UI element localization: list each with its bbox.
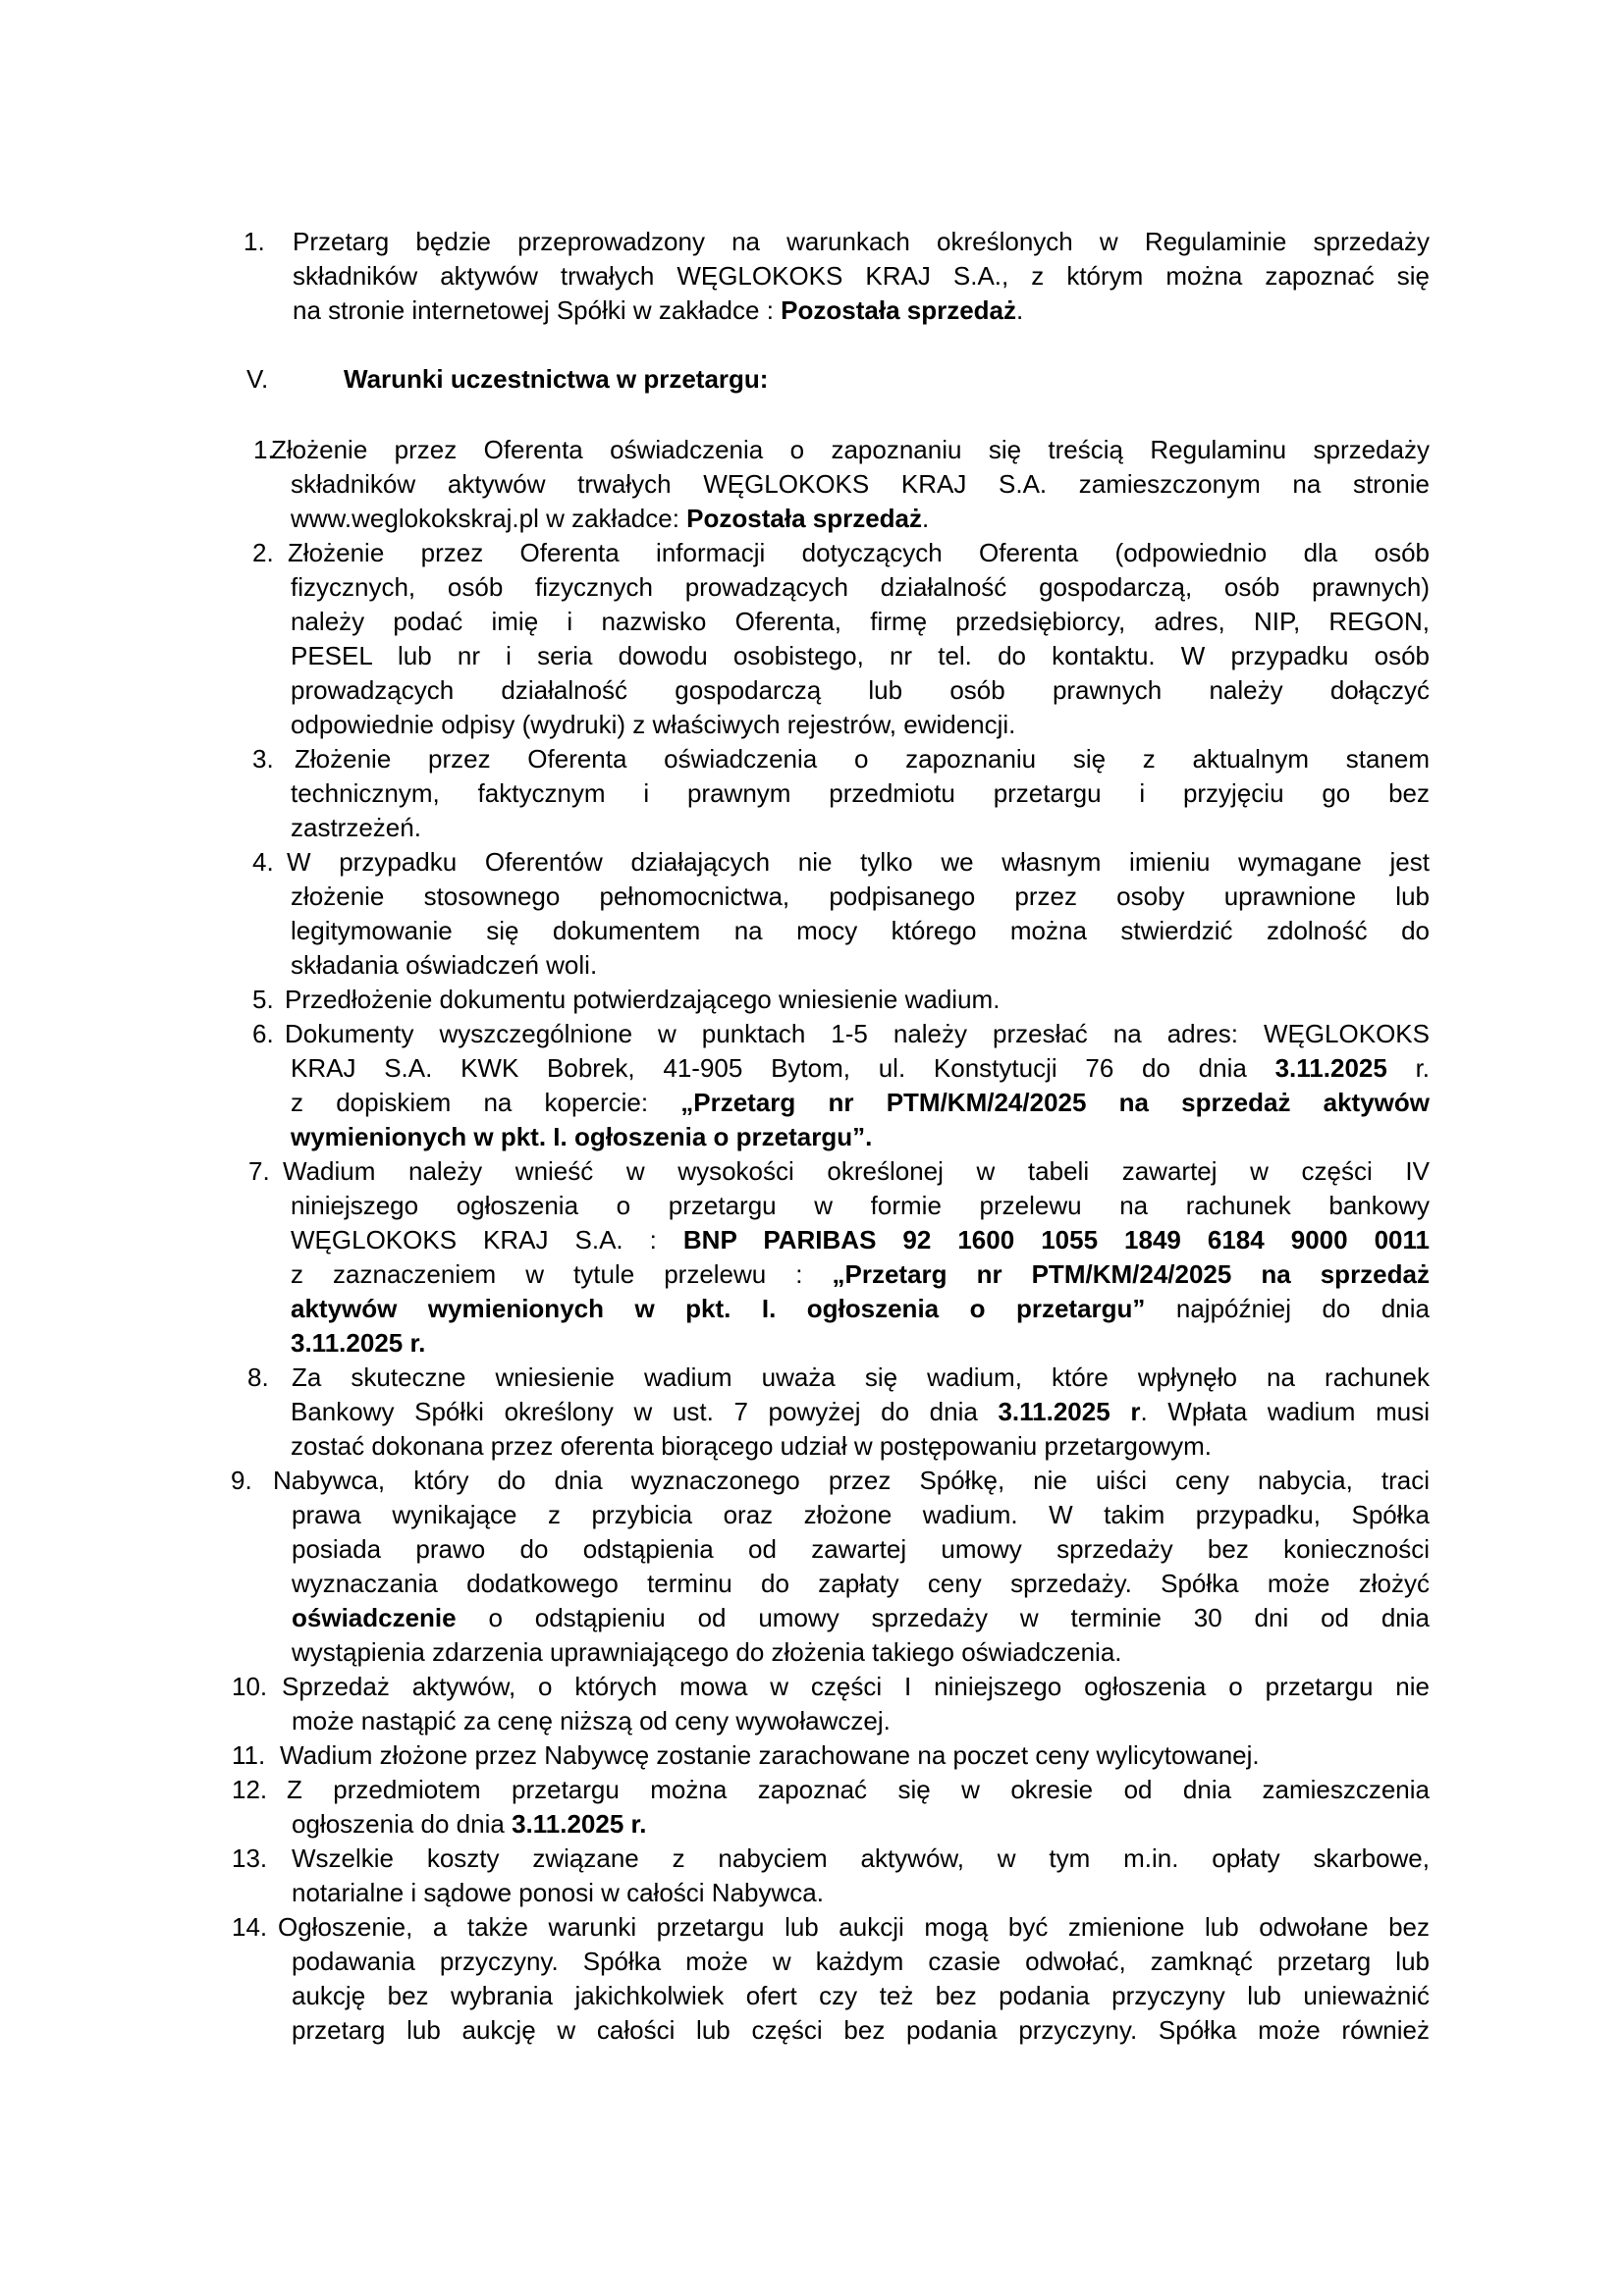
text-line — [0, 1326, 1624, 1361]
item-number: 7. — [248, 1156, 270, 1186]
item-text — [291, 811, 1430, 845]
text-run: ogłoszenia do dnia — [292, 1809, 513, 1839]
text-line — [0, 1842, 1624, 1876]
text-run: Przetarg będzie przeprowadzony na warunkach określonych w Regulaminie sprzedaży — [293, 227, 1430, 256]
item-number: 1. — [253, 435, 275, 464]
item-number: 3. — [252, 744, 274, 774]
text-run: przetarg lub aukcję w całości lub części bez podania przyczyny. Spółka może również — [292, 2015, 1430, 2045]
item-text — [271, 433, 1430, 467]
text-run: Wszelkie koszty związane z nabyciem aktywów, w tym m.in. opłaty skarbowe, — [292, 1843, 1430, 1873]
item-text — [291, 1292, 1430, 1326]
text-run: może nastąpić za cenę niższą od ceny wywoławczej. — [292, 1706, 891, 1735]
text-run: wyznaczania dodatkowego terminu do zapłaty ceny sprzedaży. Spółka może złożyć — [292, 1569, 1430, 1598]
text-line — [0, 1395, 1624, 1429]
text-line — [0, 1670, 1624, 1704]
item-text — [291, 708, 1430, 742]
text-line — [0, 1498, 1624, 1532]
text-run: Przedłożenie dokumentu potwierdzającego wniesienie wadium. — [285, 985, 1001, 1014]
text-line — [0, 708, 1624, 742]
item-text — [292, 1979, 1430, 2013]
list-item — [0, 1773, 1624, 1842]
item-text — [291, 467, 1430, 502]
text-line — [0, 1635, 1624, 1670]
text-line — [0, 673, 1624, 708]
text-line — [0, 570, 1624, 605]
text-line — [0, 1464, 1624, 1498]
text-line — [0, 639, 1624, 673]
item-number: 10. — [232, 1672, 268, 1701]
item-text — [280, 1738, 1430, 1773]
text-run: składników aktywów trwałych WĘGLOKOKS KRAJ S.A., z którym można zapoznać się — [293, 261, 1430, 291]
text-run: Z przedmiotem przetargu można zapoznać się w okresie od dnia zamieszczenia — [287, 1775, 1430, 1804]
section-v-conditions-list — [0, 433, 1624, 2048]
text-run: r. — [1386, 1053, 1431, 1083]
list-item — [0, 225, 1624, 328]
item-text — [291, 1326, 1430, 1361]
item-text — [292, 1876, 1430, 1910]
item-text — [291, 1086, 1430, 1120]
item-text — [273, 1464, 1430, 1498]
text-line — [0, 1292, 1624, 1326]
item-number: 6. — [252, 1019, 274, 1048]
list-item — [0, 983, 1624, 1017]
text-run: fizycznych, osób fizycznych prowadzących działalność gospodarczą, osób prawnych) — [291, 572, 1430, 602]
text-run: W przypadku Oferentów działających nie tylko we własnym imieniu wymagane jest — [287, 847, 1430, 877]
text-line — [0, 983, 1624, 1017]
bold-text: aktywów wymienionych w pkt. I. ogłoszenia o przetargu” — [291, 1294, 1146, 1323]
text-line — [0, 1601, 1624, 1635]
bold-text: Pozostała sprzedaż — [781, 295, 1017, 325]
list-item — [0, 1154, 1624, 1361]
bold-text: 3.11.2025 r. — [291, 1328, 426, 1358]
text-run: prawa wynikające z przybicia oraz złożone wadium. W takim przypadku, Spółka — [292, 1500, 1430, 1529]
text-line — [0, 1361, 1624, 1395]
text-run: Dokumenty wyszczególnione w punktach 1-5 należy przesłać na adres: WĘGLOKOKS — [285, 1019, 1430, 1048]
item-text — [291, 1189, 1430, 1223]
section-v-heading — [0, 362, 1624, 397]
text-line — [0, 845, 1624, 880]
text-line — [0, 1429, 1624, 1464]
text-line — [0, 1945, 1624, 1979]
text-line — [0, 1773, 1624, 1807]
item-number: 4. — [252, 847, 274, 877]
item-text — [285, 1017, 1430, 1051]
section-number: V. — [246, 364, 269, 394]
item-text — [291, 639, 1430, 673]
item-text — [292, 1601, 1430, 1635]
text-run: Wadium należy wnieść w wysokości określonej w tabeli zawartej w części IV — [283, 1156, 1430, 1186]
text-line — [0, 1910, 1624, 1945]
bold-text: 3.11.2025 r. — [512, 1809, 647, 1839]
text-run: legitymowanie się dokumentem na mocy którego można stwierdzić zdolność do — [291, 916, 1430, 945]
list-item — [0, 1017, 1624, 1154]
list-item — [0, 1361, 1624, 1464]
item-text — [291, 605, 1430, 639]
text-run: Bankowy Spółki określony w ust. 7 powyżej do dnia — [291, 1397, 999, 1426]
item-text — [292, 1704, 1430, 1738]
list-item — [0, 1464, 1624, 1670]
text-line — [0, 467, 1624, 502]
text-run: niniejszego ogłoszenia o przetargu w formie przelewu na rachunek bankowy — [291, 1191, 1430, 1220]
item-text — [291, 1120, 1430, 1154]
text-run: Wadium złożone przez Nabywcę zostanie zarachowane na poczet ceny wylicytowanej. — [280, 1740, 1260, 1770]
text-run: . — [922, 504, 930, 533]
item-text — [291, 502, 1430, 536]
item-number: 12. — [232, 1775, 268, 1804]
text-run: . Wpłata wadium musi — [1140, 1397, 1430, 1426]
text-run: technicznym, faktycznym i prawnym przedmiotu przetargu i przyjęciu go bez — [291, 778, 1430, 808]
text-line — [0, 1876, 1624, 1910]
text-run: Za skuteczne wniesienie wadium uważa się wadium, które wpłynęło na rachunek — [292, 1362, 1430, 1392]
text-line — [0, 259, 1624, 294]
item-text — [291, 776, 1430, 811]
bold-text: Pozostała sprzedaż — [686, 504, 923, 533]
text-line — [0, 1223, 1624, 1257]
text-run: o odstąpieniu od umowy sprzedaży w terminie 30 dni od dnia — [456, 1603, 1430, 1632]
text-line — [0, 1257, 1624, 1292]
list-item — [0, 845, 1624, 983]
text-run: należy podać imię i nazwisko Oferenta, firmę przedsiębiorcy, adres, NIP, REGON, — [291, 607, 1430, 636]
text-run: aukcję bez wybrania jakichkolwiek ofert czy też bez podania przyczyny lub unieważnić — [292, 1981, 1430, 2010]
item-text — [291, 673, 1430, 708]
text-run: Złożenie przez Oferenta oświadczenia o zapoznaniu się treścią Regulaminu sprzedaży — [271, 435, 1430, 464]
item-text — [287, 1773, 1430, 1807]
text-line — [0, 1704, 1624, 1738]
text-run: z zaznaczeniem w tytule przelewu : — [291, 1259, 833, 1289]
item-text — [292, 1567, 1430, 1601]
text-line — [0, 433, 1624, 467]
text-line — [0, 1189, 1624, 1223]
item-number: 2. — [252, 538, 274, 567]
text-line — [0, 811, 1624, 845]
text-run: składania oświadczeń woli. — [291, 950, 598, 980]
item-text — [292, 2013, 1430, 2048]
item-text — [292, 1807, 1430, 1842]
text-line — [0, 1154, 1624, 1189]
item-number: 14. — [232, 1912, 268, 1942]
item-text — [283, 1154, 1430, 1189]
list-item — [0, 536, 1624, 742]
bold-text: wymienionych w pkt. I. ogłoszenia o przetargu”. — [291, 1122, 873, 1151]
text-line — [0, 776, 1624, 811]
text-run: najpóźniej do dnia — [1145, 1294, 1430, 1323]
text-run: Ogłoszenie, a także warunki przetargu lub aukcji mogą być zmienione lub odwołane bez — [278, 1912, 1430, 1942]
bold-text: 3.11.2025 r — [998, 1397, 1141, 1426]
bold-text: „Przetarg nr PTM/KM/24/2025 na sprzedaż — [832, 1259, 1430, 1289]
item-text — [292, 1842, 1430, 1876]
text-run: zastrzeżeń. — [291, 813, 421, 842]
item-text — [291, 1223, 1430, 1257]
text-line — [0, 1738, 1624, 1773]
list-item — [0, 1910, 1624, 2048]
item-text — [278, 1910, 1430, 1945]
item-text — [282, 1670, 1430, 1704]
text-run: . — [1016, 295, 1024, 325]
item-text — [291, 570, 1430, 605]
item-text — [291, 1395, 1430, 1429]
text-run: Złożenie przez Oferenta informacji dotyczących Oferenta (odpowiednio dla osób — [288, 538, 1430, 567]
item-text — [288, 536, 1430, 570]
text-line — [0, 2013, 1624, 2048]
list-item — [0, 1670, 1624, 1738]
text-line — [0, 1979, 1624, 2013]
text-run: złożenie stosownego pełnomocnictwa, podpisanego przez osoby uprawnione lub — [291, 881, 1430, 911]
text-run: KRAJ S.A. KWK Bobrek, 41-905 Bytom, ul. Konstytucji 76 do dnia — [291, 1053, 1275, 1083]
list-item — [0, 433, 1624, 536]
text-run: na stronie internetowej Spółki w zakładce : — [293, 295, 782, 325]
item-text — [291, 880, 1430, 914]
text-line — [0, 536, 1624, 570]
text-run: z dopiskiem na kopercie: — [291, 1088, 681, 1117]
item-text — [293, 225, 1430, 259]
item-text — [293, 294, 1430, 328]
item-text — [291, 1051, 1430, 1086]
item-number: 8. — [247, 1362, 269, 1392]
text-line — [0, 948, 1624, 983]
text-line — [0, 1567, 1624, 1601]
item-text — [291, 1429, 1430, 1464]
text-line — [0, 1807, 1624, 1842]
text-line — [0, 1017, 1624, 1051]
bold-text: BNP PARIBAS 92 1600 1055 1849 6184 9000 0011 — [682, 1225, 1430, 1255]
text-line — [0, 1086, 1624, 1120]
text-run: PESEL lub nr i seria dowodu osobistego, nr tel. do kontaktu. W przypadku osób — [291, 641, 1430, 670]
item-number: 13. — [232, 1843, 268, 1873]
item-text — [292, 1498, 1430, 1532]
item-text — [291, 948, 1430, 983]
text-run: www.weglokokskraj.pl w zakładce: — [291, 504, 687, 533]
bold-text: „Przetarg nr PTM/KM/24/2025 na sprzedaż aktywów — [680, 1088, 1431, 1117]
item-text — [291, 914, 1430, 948]
item-number: 5. — [252, 985, 274, 1014]
list-item — [0, 1842, 1624, 1910]
list-item — [0, 1738, 1624, 1773]
item-text — [295, 742, 1430, 776]
item-text — [287, 845, 1430, 880]
item-number: 9. — [231, 1466, 252, 1495]
text-run: posiada prawo do odstąpienia od zawartej umowy sprzedaży bez konieczności — [292, 1534, 1430, 1564]
text-line — [0, 294, 1624, 328]
item-text — [292, 1945, 1430, 1979]
text-run: WĘGLOKOKS KRAJ S.A. : — [291, 1225, 683, 1255]
text-line — [0, 880, 1624, 914]
text-run: odpowiednie odpisy (wydruki) z właściwych rejestrów, ewidencji. — [291, 710, 1016, 739]
item-number: 11. — [232, 1740, 266, 1770]
text-run: podawania przyczyny. Spółka może w każdym czasie odwołać, zamknąć przetarg lub — [292, 1947, 1430, 1976]
section-iv-continuation — [0, 225, 1624, 328]
text-line — [0, 914, 1624, 948]
text-run: notarialne i sądowe ponosi w całości Nabywca. — [292, 1878, 824, 1907]
section-title: Warunki uczestnictwa w przetargu: — [344, 364, 769, 394]
bold-text: oświadczenie — [292, 1603, 457, 1632]
text-run: składników aktywów trwałych WĘGLOKOKS KRAJ S.A. zamieszczonym na stronie — [291, 469, 1430, 499]
bold-text: 3.11.2025 — [1274, 1053, 1387, 1083]
text-run: wystąpienia zdarzenia uprawniającego do złożenia takiego oświadczenia. — [292, 1637, 1122, 1667]
text-line — [0, 742, 1624, 776]
item-number: 1. — [244, 227, 265, 256]
item-text — [292, 1635, 1430, 1670]
item-text — [291, 1257, 1430, 1292]
text-run: Złożenie przez Oferenta oświadczenia o zapoznaniu się z aktualnym stanem — [295, 744, 1430, 774]
text-line — [0, 225, 1624, 259]
text-line — [0, 502, 1624, 536]
list-item — [0, 742, 1624, 845]
text-line — [0, 1120, 1624, 1154]
text-line — [0, 1051, 1624, 1086]
item-text — [285, 983, 1430, 1017]
item-text — [292, 1361, 1430, 1395]
text-line — [0, 605, 1624, 639]
item-text — [293, 259, 1430, 294]
text-run: Sprzedaż aktywów, o których mowa w części I niniejszego ogłoszenia o przetargu nie — [282, 1672, 1430, 1701]
text-line — [0, 1532, 1624, 1567]
text-run: Nabywca, który do dnia wyznaczonego przez Spółkę, nie uiści ceny nabycia, traci — [273, 1466, 1430, 1495]
text-run: zostać dokonana przez oferenta biorącego udział w postępowaniu przetargowym. — [291, 1431, 1212, 1461]
item-text — [292, 1532, 1430, 1567]
text-run: prowadzących działalność gospodarczą lub osób prawnych należy dołączyć — [291, 675, 1430, 705]
